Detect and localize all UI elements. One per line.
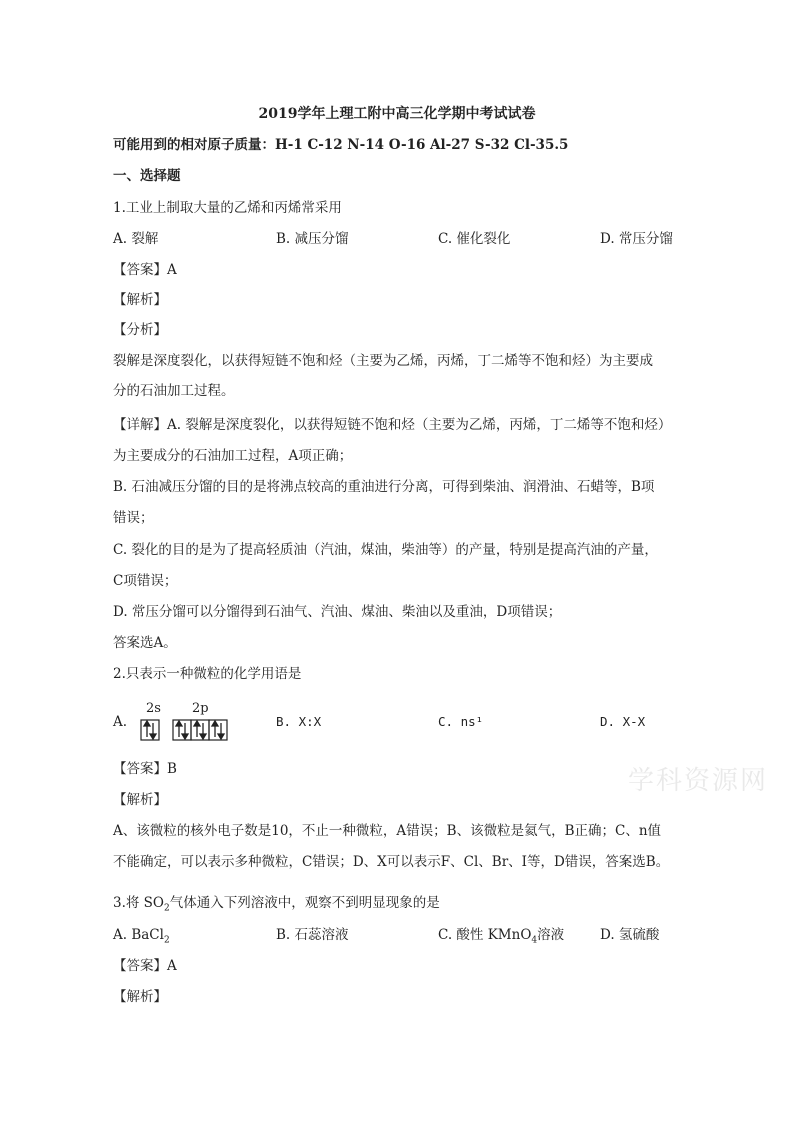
q2-answer: 【答案】B [113, 761, 177, 777]
q3-option-a-sub: 2 [163, 935, 170, 946]
q1-analysis-line: 【详解】A. 裂解是深度裂化，以获得短链不饱和烃（主要为乙烯，丙烯，丁二烯等不饱和烃） [113, 417, 672, 433]
q1-jiexi-label: 【解析】 [113, 292, 167, 308]
orbital-2p-label: 2p [192, 701, 209, 716]
question-2-stem: 2.只表示一种微粒的化学用语是 [113, 666, 302, 682]
q2-option-b: B. X:X [276, 714, 322, 729]
question-3-stem [113, 893, 694, 919]
q3-option-a [113, 925, 170, 951]
atomic-masses: 可能用到的相对原子质量：H-1 C-12 N-14 O-16 Al-27 S-32 Cl-35.5 [113, 137, 569, 153]
q1-analysis-line: B. 石油减压分馏的目的是将沸点较高的重油进行分离，可得到柴油、润滑油、石蜡等，B项 [113, 479, 655, 495]
q3-stem-pre: 3.将 SO [113, 895, 164, 911]
q1-fenxi-label: 【分析】 [113, 322, 167, 338]
q3-jiexi-label: 【解析】 [113, 989, 167, 1005]
q2-analysis-line: A、该微粒的核外电子数是10，不止一种微粒，A错误；B、该微粒是氦气，B正确；C、n值 [113, 823, 662, 839]
q1-option-a: A. 裂解 [113, 231, 159, 247]
q3-option-b: B. 石蕊溶液 [276, 927, 349, 943]
q3-option-c-sub: 4 [531, 935, 538, 946]
q1-analysis-line: C项错误； [113, 573, 178, 589]
q2-analysis-line: 不能确定，可以表示多种微粒，C错误；D、X可以表示F、Cl、Br、I等，D错误，答案选B。 [113, 854, 670, 870]
section-heading: 一、选择题 [113, 168, 181, 184]
q1-analysis-line: 为主要成分的石油加工过程，A项正确； [113, 448, 353, 464]
q3-stem-post: 气体通入下列溶液中，观察不到明显现象的是 [169, 895, 440, 911]
exam-title: 2019学年上理工附中高三化学期中考试试卷 [258, 106, 536, 122]
q2-option-c: C. ns¹ [438, 714, 484, 729]
q3-stem-sub: 2 [164, 903, 170, 914]
q1-analysis-line: C. 裂化的目的是为了提高轻质油（汽油，煤油，柴油等）的产量，特别是提高汽油的产量， [113, 542, 658, 558]
q2-jiexi-label: 【解析】 [113, 792, 167, 808]
q3-option-a-text: A. BaCl [113, 927, 164, 943]
q1-option-c: C. 催化裂化 [438, 231, 511, 247]
q1-analysis-line: 裂解是深度裂化，以获得短链不饱和烃（主要为乙烯，丙烯，丁二烯等不饱和烃）为主要成 [113, 353, 653, 369]
q3-option-d: D. 氢硫酸 [600, 927, 660, 943]
q3-option-c-text: C. 酸性 KMnO [438, 927, 532, 943]
q1-analysis-line: D. 常压分馏可以分馏得到石油气、汽油、煤油、柴油以及重油，D项错误； [113, 604, 562, 620]
orbital-2s-label: 2s [146, 701, 161, 716]
q3-answer: 【答案】A [113, 958, 177, 974]
q1-option-b: B. 减压分馏 [276, 231, 349, 247]
q1-analysis-line: 分的石油加工过程。 [113, 383, 235, 399]
q1-option-d: D. 常压分馏 [600, 231, 673, 247]
q2-option-d: D. X-X [600, 714, 646, 729]
orbital-diagram-icon [140, 698, 236, 744]
q3-option-c-post: 溶液 [537, 927, 565, 943]
watermark: 学科资源网 [628, 766, 769, 796]
question-1-stem: 1.工业上制取大量的乙烯和丙烯常采用 [113, 200, 342, 216]
q1-analysis-line: 错误； [113, 510, 154, 526]
q2-option-a-label: A. [113, 714, 128, 730]
q3-option-c [438, 925, 564, 951]
q1-analysis-line: 答案选A。 [113, 635, 177, 651]
q1-answer: 【答案】A [113, 262, 177, 278]
